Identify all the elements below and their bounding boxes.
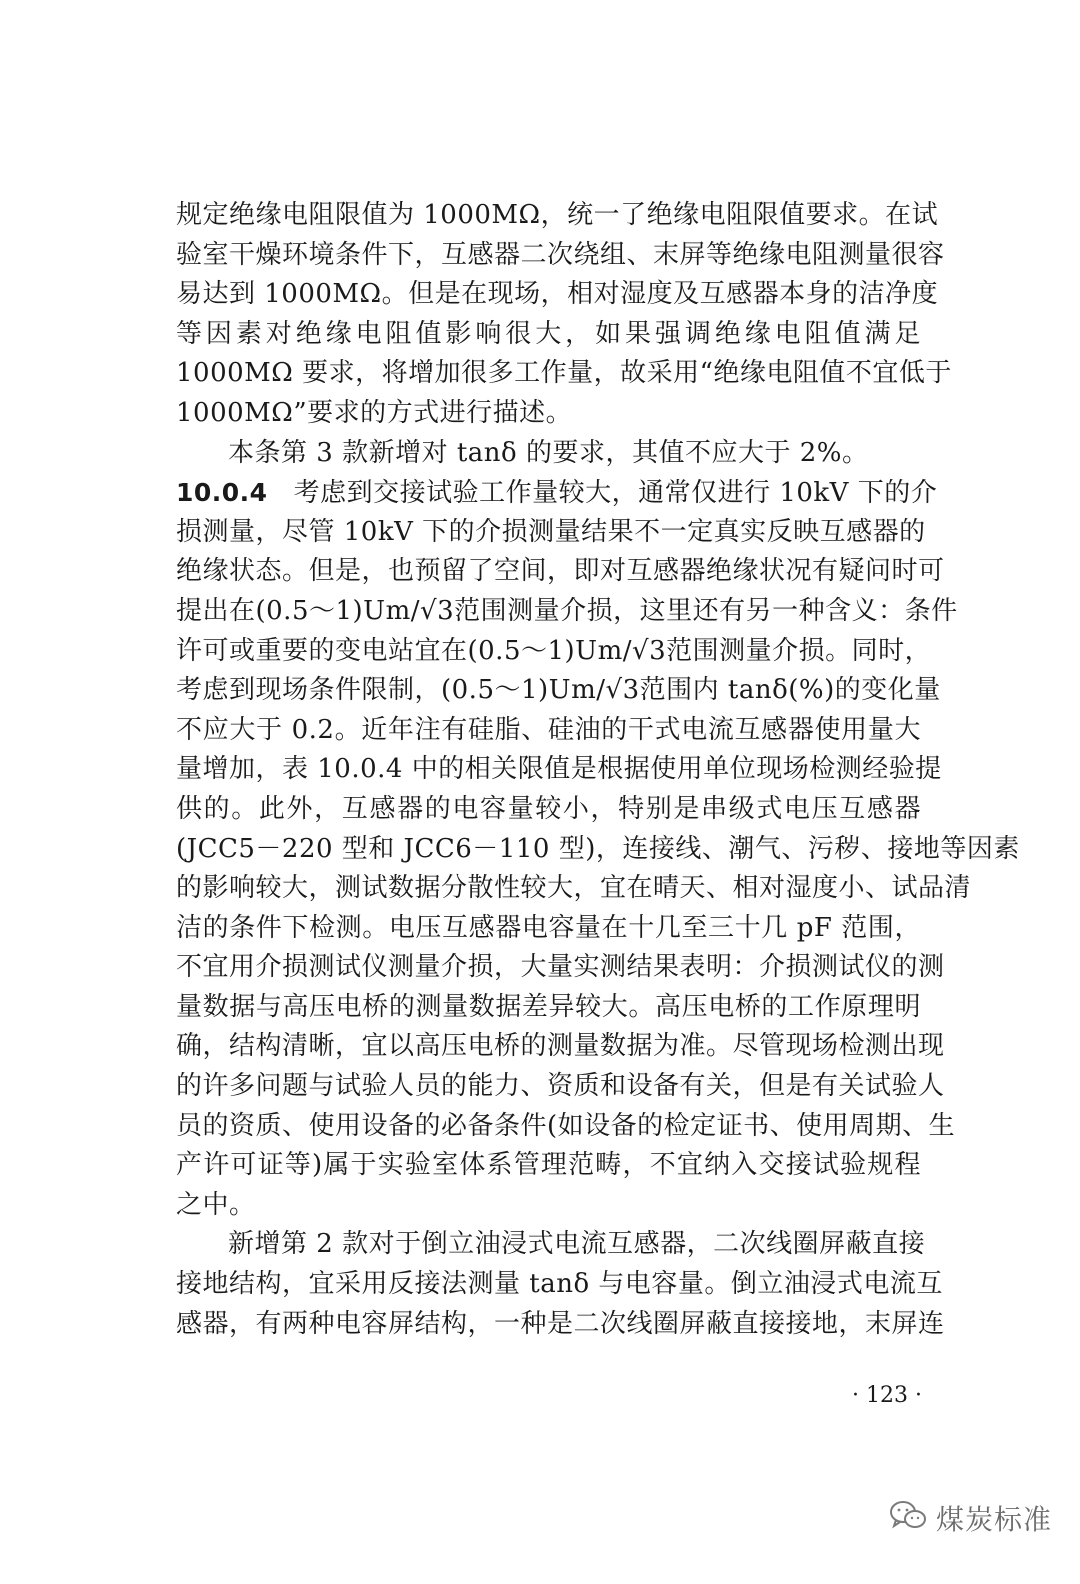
text-line: 考虑到现场条件限制，(0.5～1)Um/√3范围内 tanδ(%)的变化量 (176, 675, 941, 706)
text-line: 的影响较大，测试数据分散性较大，宜在晴天、相对湿度小、试品清 (176, 873, 972, 904)
text-line: 之中。 (176, 1189, 256, 1220)
text-line: 的许多问题与试验人员的能力、资质和设备有关，但是有关试验人 (176, 1071, 945, 1102)
text-line: 许可或重要的变电站宜在(0.5～1)Um/√3范围测量介损。同时， (176, 635, 932, 666)
text-line: 提出在(0.5～1)Um/√3范围测量介损，这里还有另一种含义：条件 (176, 595, 958, 626)
text-line: 接地结构，宜采用反接法测量 tanδ 与电容量。倒立油浸式电流互 (176, 1269, 943, 1300)
text-line: 等因素对绝缘电阻值影响很大，如果强调绝缘电阻值满足 (176, 318, 921, 349)
clause-first-line (176, 473, 938, 513)
text-line: 绝缘状态。但是，也预留了空间，即对互感器绝缘状况有疑问时可 (176, 556, 945, 587)
text-line: 验室干燥环境条件下，互感器二次绕组、末屏等绝缘电阻测量很容 (176, 239, 945, 270)
text-line: 不应大于 0.2。近年注有硅脂、硅油的干式电流互感器使用量大 (176, 714, 921, 745)
clause-number: 10.0.4 (176, 478, 268, 508)
text-line: 供的。此外，互感器的电容量较小，特别是串级式电压互感器 (176, 793, 921, 824)
text-line: 规定绝缘电阻限值为 1000MΩ，统一了绝缘电阻限值要求。在试 (176, 200, 939, 230)
page-number: · 123 · (852, 1383, 922, 1408)
text-line: 洁的条件下检测。电压互感器电容量在十几至三十几 pF 范围， (176, 912, 921, 943)
clause-text: 考虑到交接试验工作量较大，通常仅进行 10kV 下的介 (293, 478, 938, 509)
text-line: 确，结构清晰，宜以高压电桥的测量数据为准。尽管现场检测出现 (176, 1031, 945, 1062)
text-line: 量数据与高压电桥的测量数据差异较大。高压电桥的工作原理明 (176, 991, 921, 1022)
text-line: 感器，有两种电容屏结构，一种是二次线圈屏蔽直接接地，末屏连 (176, 1308, 945, 1339)
text-line: 1000MΩ 要求，将增加很多工作量，故采用“绝缘电阻值不宜低于 (176, 358, 952, 389)
text-line: 产许可证等)属于实验室体系管理范畴，不宜纳入交接试验规程 (176, 1150, 921, 1181)
text-line: 新增第 2 款对于倒立油浸式电流互感器，二次线圈屏蔽直接 (228, 1229, 926, 1260)
body-text (176, 196, 1020, 1344)
text-line: 员的资质、使用设备的必备条件(如设备的检定证书、使用周期、生 (176, 1110, 956, 1141)
watermark (888, 1497, 1052, 1539)
text-line: 易达到 1000MΩ。但是在现场，相对湿度及互感器本身的洁净度 (176, 279, 939, 310)
text-line: 量增加，表 10.0.4 中的相关限值是根据使用单位现场检测经验提 (176, 754, 942, 785)
watermark-text: 煤炭标准 (936, 1503, 1053, 1536)
text-line: 不宜用介损测试仪测量介损，大量实测结果表明：介损测试仪的测 (176, 952, 945, 983)
text-line: 损测量，尽管 10kV 下的介损测量结果不一定真实反映互感器的 (176, 516, 926, 547)
wechat-icon (888, 1499, 928, 1537)
text-line: (JCC5－220 型和 JCC6－110 型)，连接线、潮气、污秽、接地等因素 (176, 833, 1020, 864)
text-line: 本条第 3 款新增对 tanδ 的要求，其值不应大于 2%。 (228, 437, 869, 468)
text-line: 1000MΩ”要求的方式进行描述。 (176, 397, 573, 428)
